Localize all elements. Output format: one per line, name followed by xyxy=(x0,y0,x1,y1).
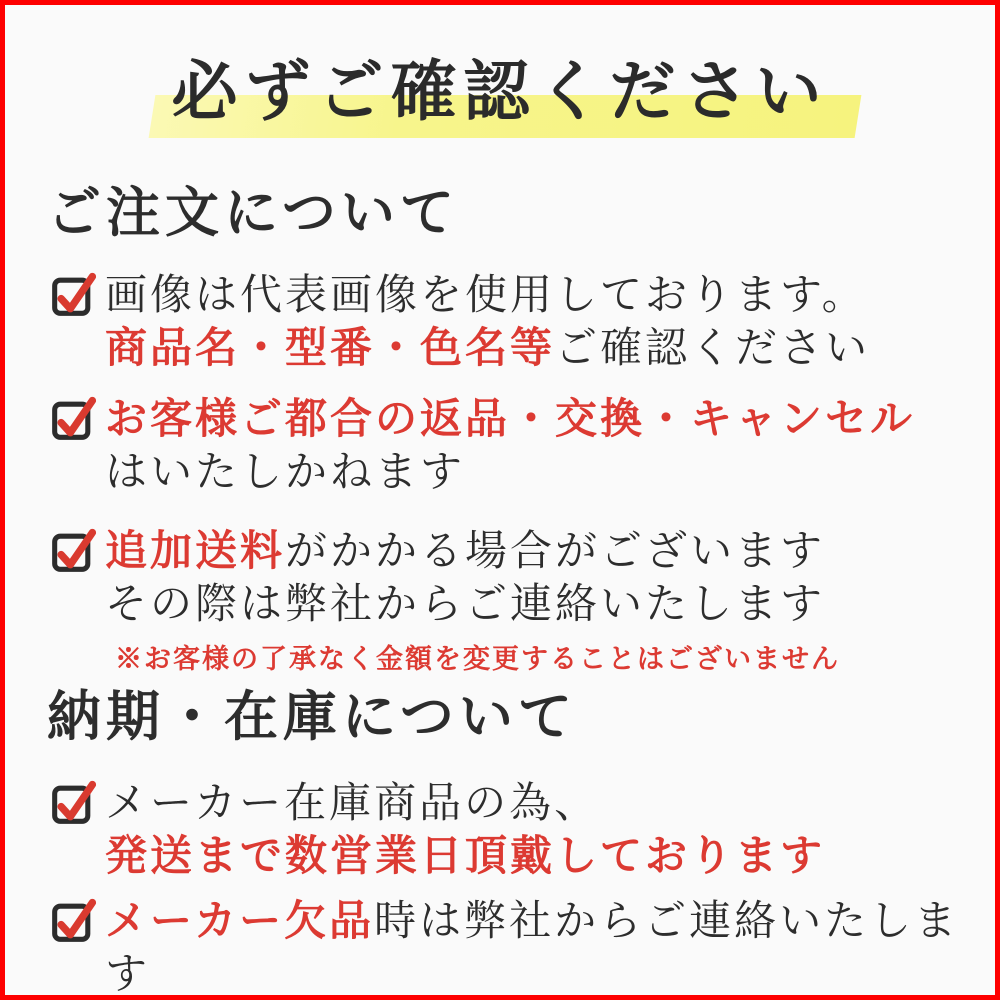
checkbox-icon xyxy=(51,527,97,573)
notice-item-no-returns xyxy=(51,393,915,499)
text-segment: がかかる場合がございます xyxy=(285,526,826,575)
checkbox-icon xyxy=(51,897,97,943)
item-text xyxy=(105,895,995,1000)
item-line xyxy=(105,393,915,446)
item-line xyxy=(105,322,870,375)
item-line xyxy=(105,830,825,883)
text-segment-red: 商品名・型番・色名等 xyxy=(105,322,556,372)
item-line xyxy=(105,895,995,1000)
text-segment: はいたしかねます xyxy=(105,446,466,496)
title-banner xyxy=(5,5,995,165)
item-text xyxy=(105,393,915,499)
text-segment: その際は弊社からご連絡いたします xyxy=(105,578,826,628)
notice-item-representative-image xyxy=(51,269,870,375)
item-text xyxy=(105,525,840,677)
checkbox-icon xyxy=(51,271,97,317)
text-segment-red: メーカー欠品 xyxy=(105,896,375,945)
section-heading-stock: 納期・在庫について xyxy=(47,684,577,748)
text-segment-red: お客様ご都合の返品・交換・キャンセル xyxy=(105,394,916,443)
notice-item-lead-time xyxy=(51,777,825,883)
item-line xyxy=(105,269,870,322)
section-heading-order: ご注文について xyxy=(47,180,459,244)
checkbox-icon xyxy=(51,779,97,825)
notice-item-out-of-stock xyxy=(51,895,995,1000)
text-segment-red: 追加送料 xyxy=(105,526,286,575)
item-line xyxy=(105,777,825,830)
item-line xyxy=(105,578,840,631)
item-text xyxy=(105,269,870,375)
item-line xyxy=(105,446,915,499)
page-title: 必ずご確認ください xyxy=(171,52,829,130)
notice-item-extra-shipping xyxy=(51,525,840,677)
item-text xyxy=(105,777,825,883)
text-segment: 画像は代表画像を使用しております。 xyxy=(105,270,867,319)
text-segment: メーカー在庫商品の為、 xyxy=(105,778,600,827)
checkbox-icon xyxy=(51,395,97,441)
item-line xyxy=(105,525,840,578)
item-footnote: ※お客様の了承なく金額を変更することはございません xyxy=(115,643,840,675)
text-segment: ご確認ください xyxy=(555,322,871,372)
text-segment: 時は弊社からご連絡いたします xyxy=(105,896,960,998)
text-segment-red: 発送まで数営業日頂戴しております xyxy=(105,830,826,880)
